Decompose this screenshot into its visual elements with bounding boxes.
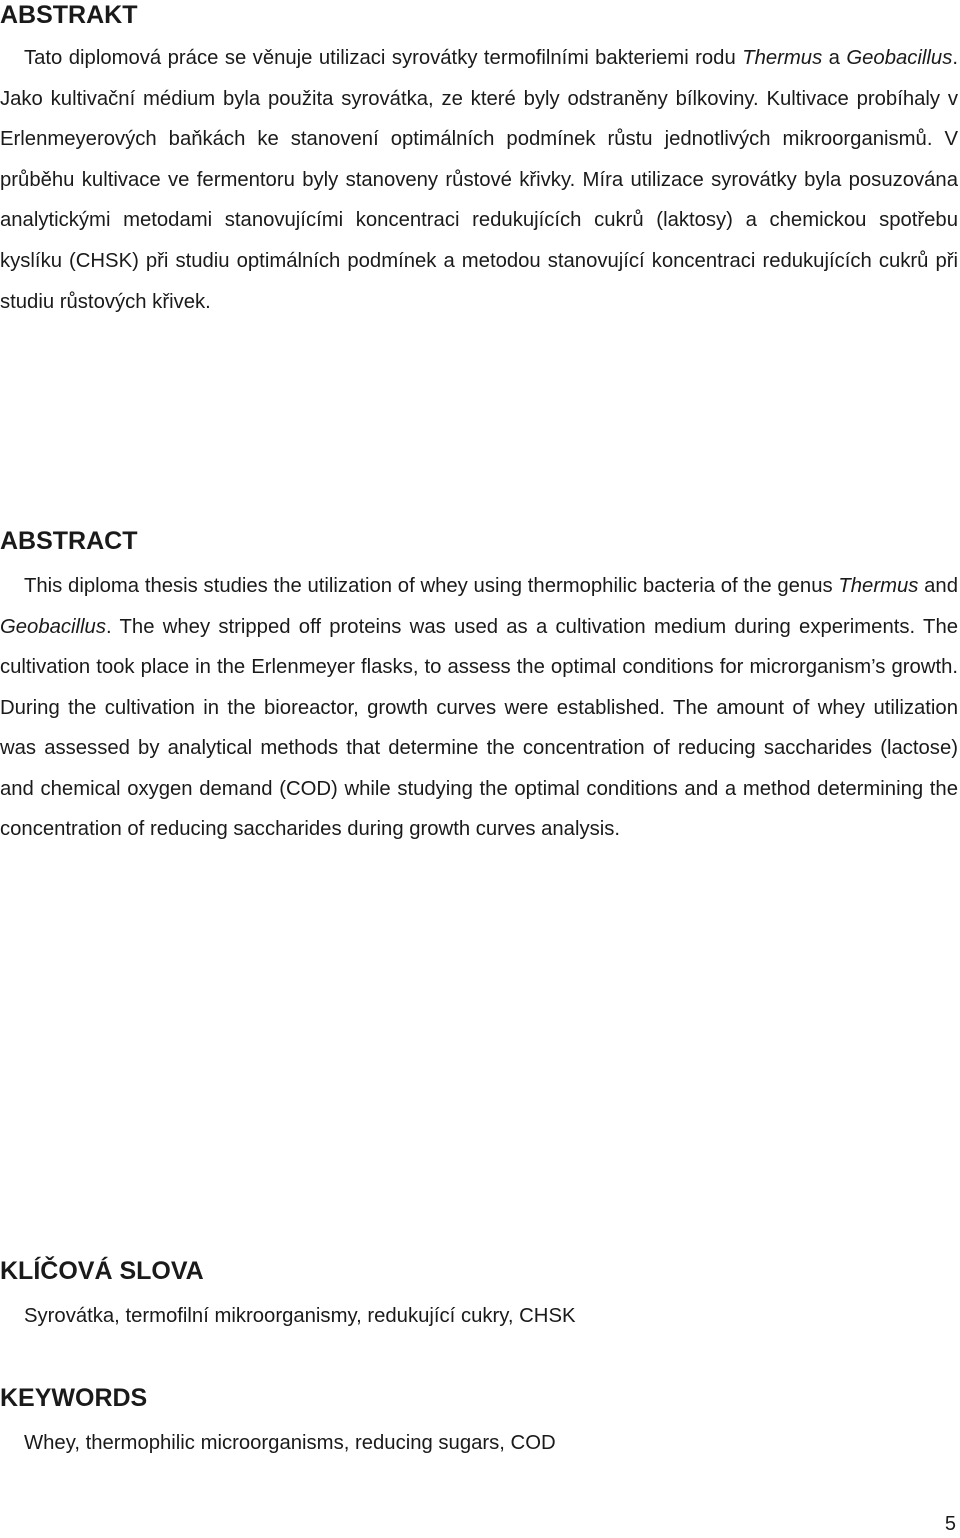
- abstrakt-heading: ABSTRAKT: [0, 1, 138, 29]
- abstrakt-genus-geobacillus: Geobacillus: [846, 47, 953, 69]
- page-number: 5: [944, 1513, 956, 1535]
- abstract-paragraph: [0, 566, 958, 850]
- abstrakt-genus-thermus: Thermus: [742, 47, 823, 69]
- abstrakt-text-3: . Jako kultivační médium byla použita syrovátka, ze které byly odstraněny bílkoviny. Kultivace probíhaly v Erlenmeyerových baňkách ke stanovení optimálních podmínek růstu jednotlivých mikroorganismů. V průběhu kultivace ve fermentoru byly stanoveny růstové křivky. Míra utilizace syrovátky byla posuzována analytickými metodami stanovujícími koncentraci redukujících cukrů (laktosy) a chemickou spotřebu kyslíku (CHSK) při studiu optimálních podmínek a metodou stanovující koncentraci redukujících cukrů při studiu růstových křivek.: [0, 47, 958, 313]
- abstrakt-text-2: a: [822, 47, 847, 69]
- klicova-slova-text: Syrovátka, termofilní mikroorganismy, redukující cukry, CHSK: [24, 1305, 576, 1327]
- keywords-text: Whey, thermophilic microorganisms, reducing sugars, COD: [24, 1432, 556, 1454]
- abstrakt-paragraph: [0, 38, 958, 322]
- keywords-heading: KEYWORDS: [0, 1384, 148, 1412]
- abstract-text-2: and: [918, 575, 958, 597]
- abstrakt-text-1: Tato diplomová práce se věnuje utilizaci syrovátky termofilními bakteriemi rodu: [24, 47, 743, 69]
- abstract-text-3: . The whey stripped off proteins was used as a cultivation medium during experiments. The cultivation took place in the Erlenmeyer flasks, to assess the optimal conditions for microrganism’s growth. During the cultivation in the bioreactor, growth curves were established. The amount of whey utilization was assessed by analytical methods that determine the concentration of reducing saccharides (lactose) and chemical oxygen demand (COD) while studying the optimal conditions and a method determining the concentration of reducing saccharides during growth curves analysis.: [0, 615, 958, 840]
- abstract-heading: ABSTRACT: [0, 527, 138, 555]
- abstract-genus-thermus: Thermus: [838, 575, 919, 597]
- abstract-genus-geobacillus: Geobacillus: [0, 615, 106, 638]
- klicova-slova-heading: KLÍČOVÁ SLOVA: [0, 1257, 204, 1285]
- abstract-text-1: This diploma thesis studies the utilization of whey using thermophilic bacteria of the genus: [24, 575, 839, 597]
